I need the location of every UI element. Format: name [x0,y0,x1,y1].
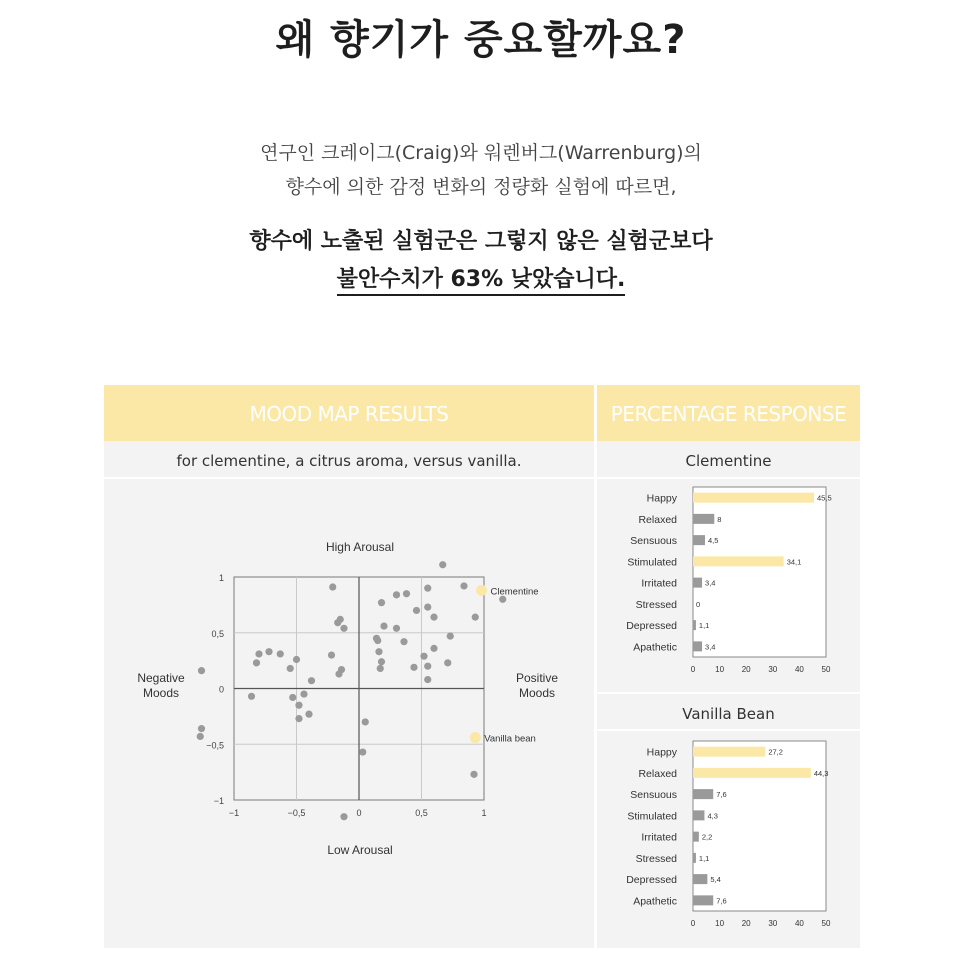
bar-x-tick-label: 50 [821,665,831,674]
highlight-label: Clementine [490,586,539,598]
clementine-bar-chart [597,485,860,685]
bar-value-label: 4,3 [707,811,718,821]
scatter-point [430,645,437,652]
scatter-point [420,653,427,660]
bar-x-tick-label: 40 [794,919,804,928]
scatter-point [439,561,446,568]
bar [693,493,814,503]
bar [693,810,704,820]
y-tick-label: 1 [218,573,224,583]
scatter-point [378,599,385,606]
vanilla-bar-chart [597,739,860,939]
highlight-label: Vanilla bean [484,733,536,745]
bar-x-tick-label: 20 [741,919,751,928]
y-tick-label: 0 [218,684,224,695]
bar-value-label: 7,6 [716,790,727,800]
clementine-chart-title: Clementine [685,452,772,470]
bar-x-tick-label: 10 [715,919,725,928]
scatter-point [295,702,302,709]
bar-category-label: Depressed [626,620,677,633]
scatter-point [430,614,437,621]
bar-category-label: Sensuous [630,535,677,548]
chart2-subtitle-divider [597,729,860,731]
bar-category-label: Relaxed [638,513,677,526]
mood-map-scatter [104,385,594,948]
bar-x-tick-label: 10 [715,665,725,674]
highlight-point [470,732,481,743]
y-tick-label: −0,5 [206,740,224,751]
axis-label-top: High Arousal [325,540,395,554]
scatter-point [447,632,454,639]
scatter-point [253,659,260,666]
bar-x-tick-label: 40 [794,665,804,674]
chart-divider [597,692,860,694]
scatter-point [277,650,284,657]
scatter-point [300,690,307,697]
bar-category-label: Apathetic [633,895,677,908]
bar [693,535,705,545]
scatter-point [470,771,477,778]
axis-label-bottom: Low Arousal [327,843,393,857]
bar [693,641,702,651]
bar-x-tick-label: 0 [690,919,696,928]
scatter-point [198,667,205,674]
bar-value-label: 4,5 [707,536,719,546]
bar-category-label: Irritated [641,577,677,590]
scatter-point [444,659,451,666]
scatter-point [472,614,479,621]
scatter-point [265,648,272,655]
bar [693,832,699,842]
results-panel [104,385,860,948]
bar-x-tick-label: 50 [821,919,831,928]
scatter-point [340,813,347,820]
scatter-point [377,665,384,672]
scatter-point [198,725,205,732]
bar-value-label: 1,1 [698,853,710,863]
scatter-point [378,658,385,665]
bar-category-label: Sensuous [630,789,677,802]
bar-plot-frame [693,487,826,657]
highlight-line-2-text: 불안수치가 63% 낮았습니다. [337,267,626,296]
bar-category-label: Irritated [641,831,677,844]
bar-x-tick-label: 30 [768,665,778,674]
bar-value-label: 34,1 [786,557,802,567]
scatter-point [403,590,410,597]
scatter-point [308,677,315,684]
bar [693,578,702,588]
bar-value-label: 2,2 [701,832,713,842]
bar-category-label: Stressed [635,598,677,611]
highlight-point [476,585,487,596]
bar [693,620,696,630]
x-tick-label: 0,5 [415,808,428,818]
scatter-point [197,733,204,740]
scatter-point [424,676,431,683]
axis-label-left-1: Negative [137,671,185,685]
bar [693,556,784,566]
scatter-point [393,625,400,632]
scatter-point [359,748,366,755]
axis-label-left-2: Moods [142,686,180,700]
y-tick-label: 0,5 [211,628,224,639]
bar-plot-frame [693,741,826,911]
highlight-line-1: 향수에 노출된 실험군은 그렇지 않은 실험군보다 [249,229,713,254]
bar [693,895,713,905]
scatter-point [393,591,400,598]
scatter-point [380,622,387,629]
bar-value-label: 3,4 [705,642,716,652]
scatter-point [329,583,336,590]
bar-value-label: 45,5 [817,493,832,503]
bar-value-label: 44,3 [813,768,829,778]
scatter-point [335,670,342,677]
scatter-point [413,607,420,614]
bar-value-label: 5,4 [710,875,721,885]
bar-category-label: Happy [646,492,677,505]
scatter-point [287,665,294,672]
bar-category-label: Stimulated [627,556,677,569]
x-tick-label: −0,5 [287,808,306,818]
right-subtitle-divider [597,477,860,479]
axis-label-right-2: Moods [518,686,556,700]
bar-value-label: 27,2 [768,747,783,757]
bar-value-label: 8 [717,514,722,524]
scatter-point [248,693,255,700]
scatter-point [424,585,431,592]
bar-category-label: Stimulated [627,810,677,823]
scatter-point [295,715,302,722]
intro-line-1: 연구인 크레이그(Craig)와 워렌버그(Warrenburg)의 [260,142,702,164]
scatter-point [305,711,312,718]
scatter-point [340,625,347,632]
x-tick-label: −1 [228,808,240,818]
percentage-response-title: PERCENTAGE RESPONSE [597,385,860,441]
bar-value-label: 0 [696,599,701,609]
scatter-point [424,604,431,611]
bar-category-label: Relaxed [638,767,677,780]
scatter-point [424,663,431,670]
scatter-point [410,664,417,671]
axis-label-right-1: Positive [515,671,559,685]
scatter-point [375,648,382,655]
scatter-point [334,619,341,626]
page-title: 왜 향기가 중요할까요? [275,17,687,63]
y-tick-label: −1 [213,796,224,806]
scatter-point [289,694,296,701]
scatter-point [328,651,335,658]
scatter-point [374,637,381,644]
scatter-point [362,718,369,725]
bar [693,514,714,524]
x-tick-label: 0 [356,808,362,818]
highlight-line-2 [0,262,962,293]
scatter-point [460,582,467,589]
bar [693,874,707,884]
bar-category-label: Happy [646,746,677,759]
bar-x-tick-label: 20 [741,665,751,674]
mood-map-subtitle: for clementine, a citrus aroma, versus vanilla. [176,452,522,470]
bar [693,747,765,757]
bar-value-label: 7,6 [716,896,727,906]
scatter-point [400,638,407,645]
intro-line-2: 향수에 의한 감정 변화의 정량화 실험에 따르면, [285,176,677,198]
bar-category-label: Depressed [626,874,677,887]
bar-category-label: Apathetic [633,641,677,654]
scatter-point [293,656,300,663]
bar [693,789,713,799]
bar [693,853,696,863]
bar-category-label: Stressed [635,852,677,865]
bar-x-tick-label: 30 [768,919,778,928]
mood-map-title: MOOD MAP RESULTS [104,385,594,441]
bar-x-tick-label: 0 [690,665,696,674]
vanilla-chart-title: Vanilla Bean [682,705,775,723]
bar-value-label: 3,4 [705,578,716,588]
bar [693,768,811,778]
x-tick-label: 1 [481,808,487,818]
bar-value-label: 1,1 [698,621,710,631]
scatter-point [255,650,262,657]
